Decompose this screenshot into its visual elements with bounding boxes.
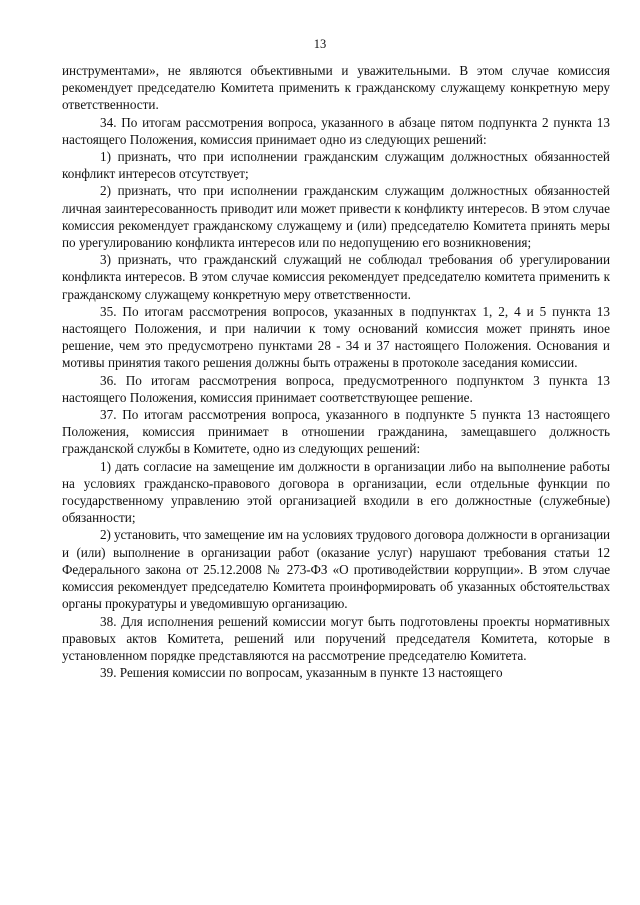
paragraph-38: 38. Для исполнения решений комиссии могут быть подготовлены проекты нормативных правовых актов Комитета, решений или поручений председателя Комитета, которые в установленном порядке представляются на рассмотрение председателю Комитета. <box>62 613 610 663</box>
paragraph-34: 34. По итогам рассмотрения вопроса, указанного в абзаце пятом подпункта 2 пункта 13 настоящего Положения, комиссия принимает одно из следующих решений: <box>62 114 610 147</box>
paragraph-37: 37. По итогам рассмотрения вопроса, указанного в подпункте 5 пункта 13 настоящего Положения, комиссия принимает в отношении гражданина, замещавшего должность гражданской службы в Комитете, одно из следующих решений: <box>62 407 610 457</box>
document-body <box>62 62 610 681</box>
paragraph-34-item-2: 2) признать, что при исполнении гражданским служащим должностных обязанностей личная заинтересованность приводит или может привести к конфликту интересов. В этом случае комиссия рекомендует гражданскому служащему и (или) председателю Комитета принять меры по урегулированию конфликта интересов или по недопущению его возникновения; <box>62 183 610 251</box>
paragraph-36: 36. По итогам рассмотрения вопроса, предусмотренного подпунктом 3 пункта 13 настоящего Положения, комиссия принимает соответствующее решение. <box>62 372 610 405</box>
paragraph-39: 39. Решения комиссии по вопросам, указанным в пункте 13 настоящего <box>100 665 503 681</box>
paragraph-34-item-1: 1) признать, что при исполнении гражданским служащим должностных обязанностей конфликт интересов отсутствует; <box>62 149 610 182</box>
paragraph-37-item-2: 2) установить, что замещение им на условиях трудового договора должности в организации и (или) выполнение в организации работ (оказание услуг) нарушают требования статьи 12 Федерального закона от 25.12.2008 № 273-ФЗ «О противодействии коррупции». В этом случае комиссия рекомендует председателю Комитета проинформировать об указанных обстоятельствах органы прокуратуры и уведомившую организацию. <box>62 527 610 612</box>
paragraph-34-item-3: 3) признать, что гражданский служащий не соблюдал требования об урегулировании конфликта интересов. В этом случае комиссия рекомендует председателю комитета применить к гражданскому служащему конкретную меру ответственности. <box>62 252 610 302</box>
paragraph-continuation: инструментами», не являются объективными и уважительными. В этом случае комиссия рекомендует председателю Комитета применить к гражданскому служащему конкретную меру ответственности. <box>62 63 610 113</box>
page-number: 13 <box>313 37 327 51</box>
paragraph-37-item-1: 1) дать согласие на замещение им должности в организации либо на выполнение работы на условиях гражданско-правового договора в организации, если отдельные функции по государственному управлению этой организацией входили в его должностные (служебные) обязанности; <box>62 458 610 526</box>
paragraph-35: 35. По итогам рассмотрения вопросов, указанных в подпунктах 1, 2, 4 и 5 пункта 13 настоящего Положения, и при наличии к тому оснований комиссия может принять иное решение, чем это предусмотрено пунктами 28 - 34 и 37 настоящего Положения. Основания и мотивы принятия такого решения должны быть отражены в протоколе заседания комиссии. <box>62 303 610 371</box>
